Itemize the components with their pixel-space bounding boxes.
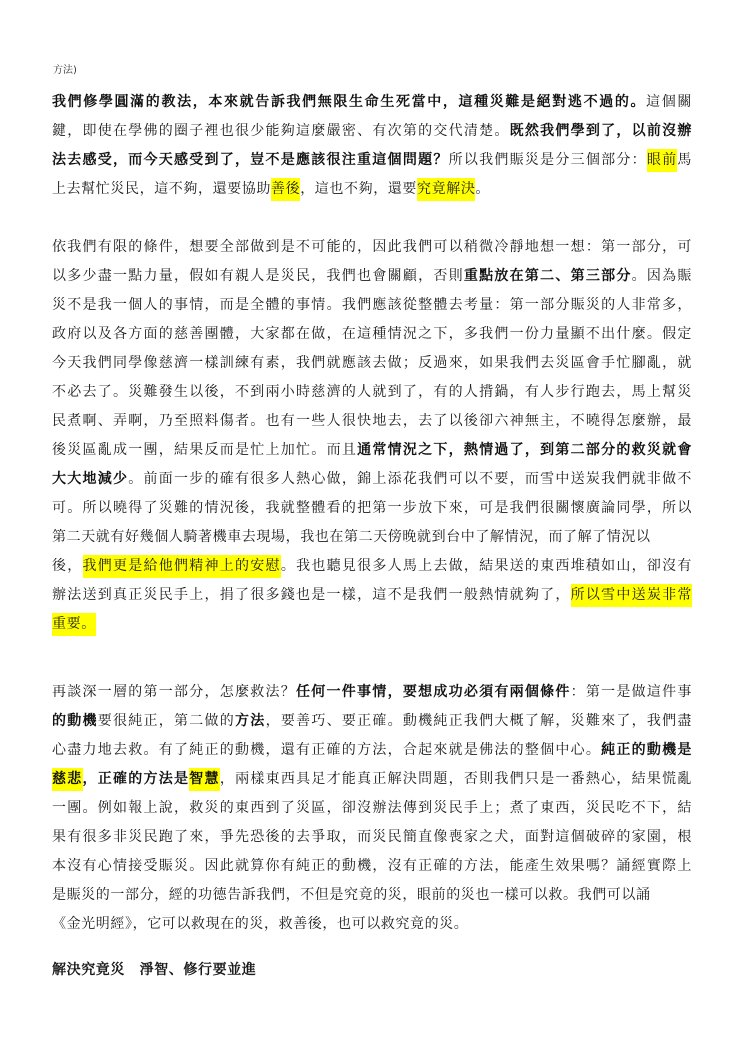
text-segment: 本沒有心情接受賑災。因此就算你有純正的動機，沒有正確的方法，能產生效果嗎？誦經實際上: [52, 858, 692, 874]
text-line: [52, 798, 692, 820]
bold-text: 我們修學圓滿的教法，本來就告訴我們無限生命生死當中，這種災難是絕對逃不過的。: [52, 94, 647, 110]
highlighted-text: 善後: [271, 178, 300, 201]
bold-text: ，正確的方法是: [82, 771, 190, 787]
text-line: [52, 237, 692, 259]
text-line: [52, 614, 692, 636]
text-line: [52, 914, 692, 936]
section-heading: 解決究竟災 淨智、修行要並進: [52, 962, 257, 978]
text-segment: 。: [475, 181, 491, 197]
text-segment: 鍵，即使在學佛的圈子裡也很少能夠這麼嚴密、有次第的交代清楚。: [52, 123, 510, 139]
text-segment: 。我也聽見很多人馬上去做，結果送的東西堆積如山，卻沒有: [280, 558, 692, 574]
bold-text: 通常情況之下，熱情過了，到第二部分的救災就會: [357, 442, 693, 458]
text-line: [52, 585, 692, 607]
text-segment: 上去幫忙災民，這不夠，還要協助: [52, 181, 271, 197]
text-segment: 《金光明經》，它可以救現在的災，救善後，也可以救究竟的災。: [52, 916, 469, 932]
text-segment: 以多少盡一點力量，假如有親人是災民，我們也會關顧，否則: [52, 268, 464, 284]
highlighted-text: 我們更是給他們精神上的安慰: [83, 555, 281, 578]
text-line: [52, 856, 692, 878]
text-segment: 第二天就有好幾個人騎著機車去現場，我也在第二天傍晚就到台中了解情況，而了解了情況以: [52, 529, 651, 545]
text-segment: 再談深一層的第一部分，怎麼救法？: [52, 684, 297, 700]
text-line: [52, 121, 692, 143]
text-line: [52, 266, 692, 288]
text-segment: 一團。例如報上說，救災的東西到了災區，卻沒辦法傳到災民手上；煮了東西，災民吃不下，結: [52, 800, 692, 816]
text-segment: 辦法送到真正災民手上，捐了很多錢也是一樣，這不是我們一般熱情就夠了，: [52, 587, 571, 603]
text-segment: 依我們有限的條件，想要全部做到是不可能的，因此我們可以稍微冷靜地想一想：第一部分，可: [52, 239, 692, 255]
highlighted-text: 智慧: [189, 768, 220, 791]
text-segment: 今天我們同學像慈濟一樣訓練有素，我們就應該去做；反過來，如果我們去災區會手忙腳亂，就: [52, 355, 692, 371]
bold-text: 既然我們學到了，以前沒辦: [509, 123, 692, 139]
text-segment: 不必去了。災難發生以後，不到兩小時慈濟的人就到了，有的人揹鍋，有人步行跑去，馬上幫災: [52, 384, 692, 400]
text-line: [52, 711, 692, 733]
bold-text: 大大地減少: [52, 471, 129, 487]
text-line: [52, 527, 692, 549]
text-segment: 馬: [677, 152, 692, 168]
bold-text: 重點放在第二、第三部分: [463, 268, 632, 284]
text-line: [52, 411, 692, 433]
caption-fragment: 方法): [53, 65, 77, 76]
text-segment: 民煮啊、弄啊，乃至照料傷者。也有一些人很快地去，去了以後卻六神無主，不曉得怎麼辦，最: [52, 413, 692, 429]
text-line: [52, 469, 692, 491]
highlighted-text: 眼前: [647, 149, 678, 172]
bold-text: 任何一件事情，要想成功必須有兩個條件: [296, 684, 571, 700]
text-line: [52, 179, 692, 201]
bold-text: 純正的動機是: [601, 742, 692, 758]
text-line: [52, 885, 692, 907]
bold-text: 方法: [235, 713, 266, 729]
text-segment: ，要善巧、要正確。動機純正我們大概了解，災難來了，我們盡: [265, 713, 692, 729]
text-segment: 後災區亂成一團，結果反而是忙上加忙。而且: [52, 442, 358, 458]
text-segment: 這個關: [646, 94, 692, 110]
text-segment: 是賑災的一部分，經的功德告訴我們，不但是究竟的災，眼前的災也一樣可以救。我們可以誦: [52, 887, 651, 903]
text-line: [52, 440, 692, 462]
text-segment: 。前面一步的確有很多人熱心做，錦上添花我們可以不要，而雪中送炭我們就非做不: [128, 471, 693, 487]
text-line: [52, 769, 692, 791]
text-segment: 災不是我一個人的事情，而是全體的事情。我們應該從整體去考量：第一部分賑災的人非常多，: [52, 297, 692, 313]
text-line: [52, 295, 692, 317]
text-segment: 所以我們賑災是分三個部分：: [448, 152, 647, 168]
highlighted-text: 重要。: [52, 613, 96, 636]
highlighted-text: 所以雪中送炭非常: [571, 584, 692, 607]
text-line: [52, 682, 692, 704]
text-line: [52, 498, 692, 520]
text-line: [52, 827, 692, 849]
text-line: [52, 382, 692, 404]
text-segment: 心盡力地去救。有了純正的動機，還有正確的方法，合起來就是佛法的整個中心。: [52, 742, 602, 758]
text-line: [52, 324, 692, 346]
text-segment: ：第一是做這件事: [570, 684, 692, 700]
text-line: [52, 740, 692, 762]
bold-text: 的動機: [52, 713, 98, 729]
text-segment: 果有很多非災民跑了來，爭先恐後的去爭取，而災民簡直像喪家之犬，面對這個破碎的家園，根: [52, 829, 692, 845]
text-line: [52, 353, 692, 375]
text-segment: ，兩樣東西具足才能真正解決問題，否則我們只是一番熱心，結果慌亂: [219, 771, 693, 787]
text-segment: 後，: [52, 558, 83, 574]
text-line: [52, 92, 692, 114]
text-segment: 政府以及各方面的慈善團體，大家都在做，在這種情況之下，多我們一份力量顯不出什麼。假定: [52, 326, 692, 342]
highlighted-text: 究竟解決: [417, 178, 475, 201]
text-line: [52, 150, 692, 172]
text-line: [52, 556, 692, 578]
bold-text: 法去感受，而今天感受到了，豈不是應該很注重這個問題？: [52, 152, 449, 168]
text-segment: 。因為賑: [631, 268, 693, 284]
text-segment: 要很純正，第二做的: [97, 713, 236, 729]
text-segment: ，這也不夠，還要: [300, 181, 418, 197]
highlighted-text: 慈悲: [52, 768, 83, 791]
text-segment: 可。所以曉得了災難的情況後，我就整體看的把第一步放下來，可是我們很關懷廣論同學，所以: [52, 500, 692, 516]
